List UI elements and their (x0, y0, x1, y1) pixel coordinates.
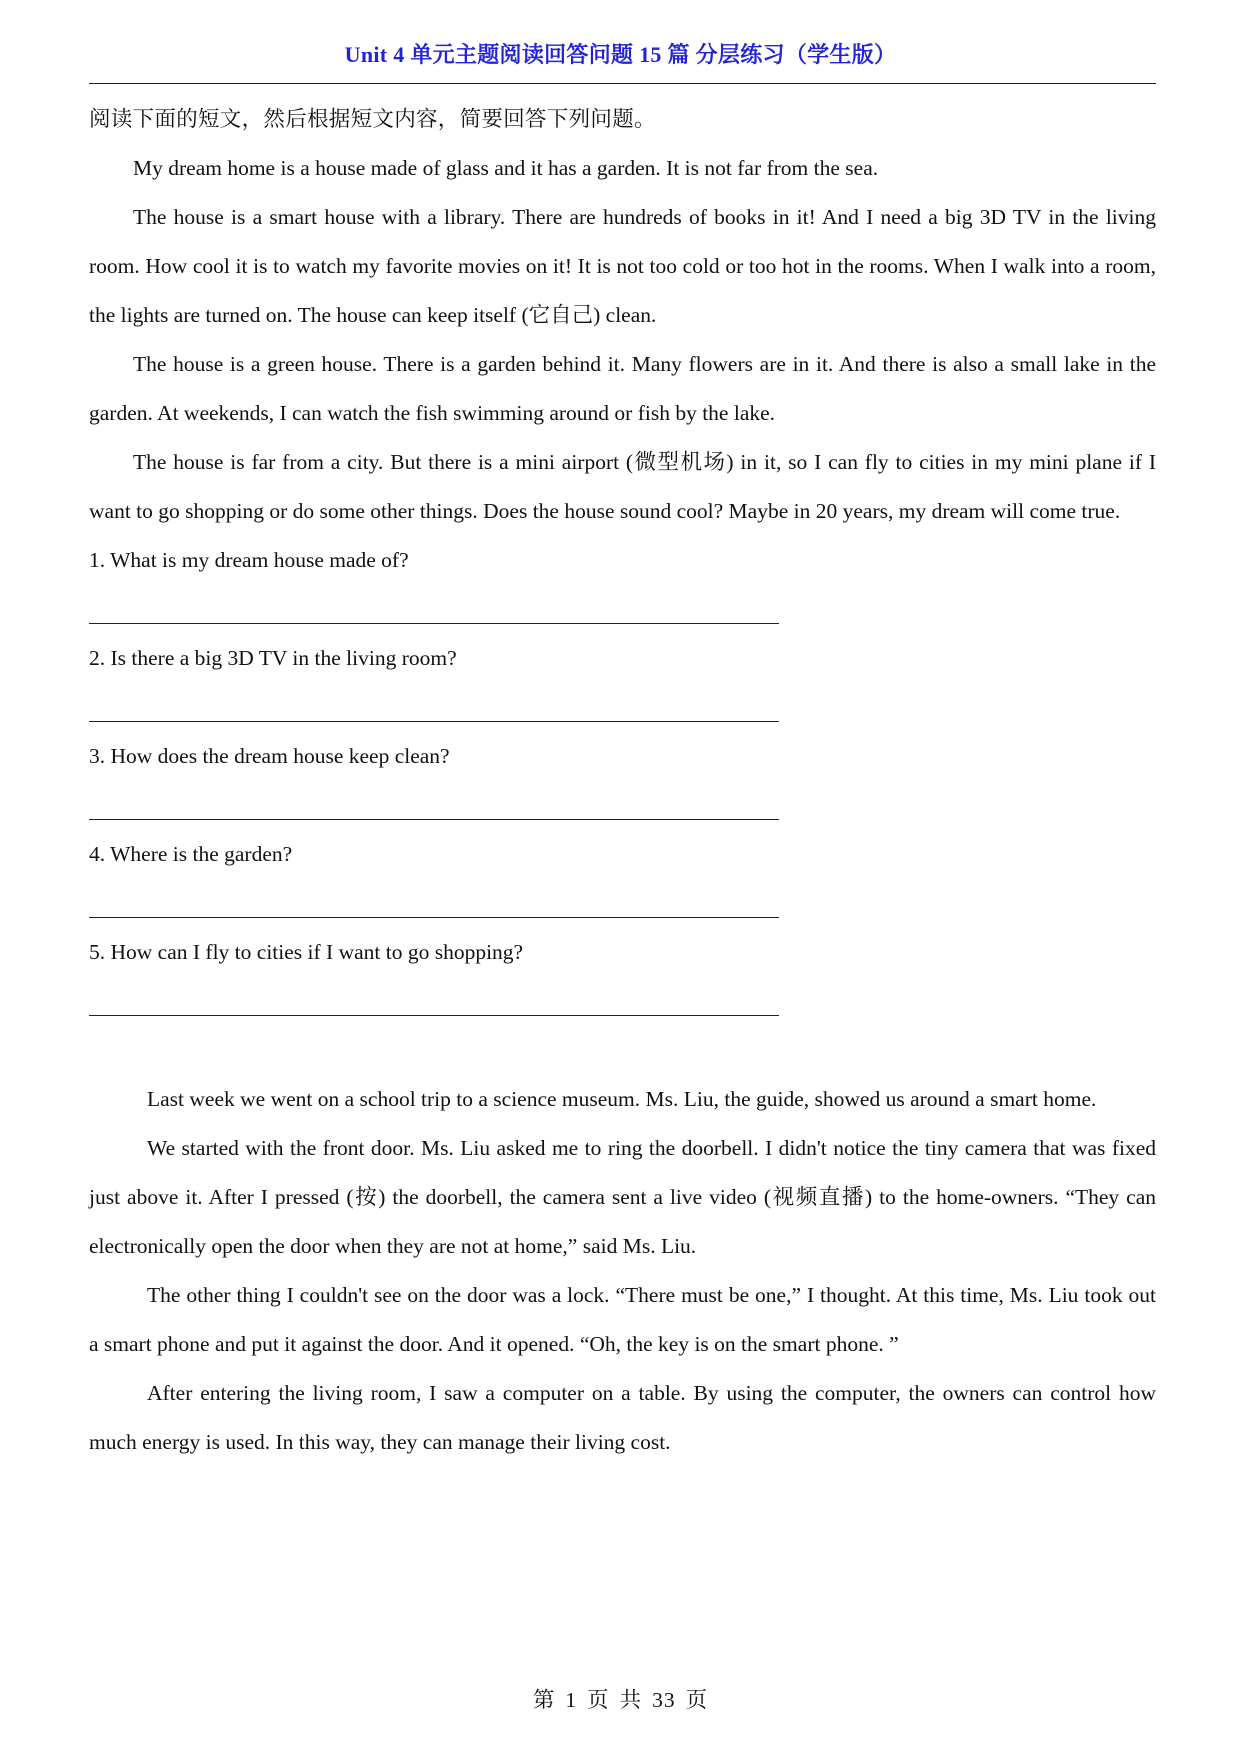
question-1: 1. What is my dream house made of? (89, 548, 409, 572)
question-3: 3. How does the dream house keep clean? (89, 744, 450, 768)
answer-line-4[interactable] (89, 879, 1156, 928)
answer-line-2[interactable] (89, 683, 1156, 732)
footer-total-prefix: 共 (619, 1688, 643, 1712)
question-2: 2. Is there a big 3D TV in the living room? (89, 646, 457, 670)
answer-line-1[interactable] (89, 585, 1156, 634)
passage2-paragraph: Last week we went on a school trip to a science museum. Ms. Liu, the guide, showed us around a smart home. (147, 1087, 1097, 1111)
question-4: 4. Where is the garden? (89, 842, 293, 866)
passage1-instruction: 阅读下面的短文，然后根据短文内容，简要回答下列问题。 (89, 107, 656, 131)
passage2-paragraph: The other thing I couldn't see on the door was a lock. “There must be one,” I thought. At this time, Ms. Liu took out a smart phone and put it against the door. And it opened. “Oh, the key is on the smart phone. ” (89, 1283, 1156, 1356)
passage2-paragraph: After entering the living room, I saw a computer on a table. By using the computer, the owners can control how much energy is used. In this way, they can manage their living cost. (89, 1381, 1156, 1454)
passage1-paragraph: The house is a green house. There is a garden behind it. Many flowers are in it. And there is also a small lake in the garden. At weekends, I can watch the fish swimming around or fish by the lake. (89, 352, 1156, 425)
footer-prefix: 第 (532, 1688, 556, 1712)
document-body (89, 95, 1156, 1467)
header-divider (89, 83, 1156, 84)
footer-total-pages: 33 (652, 1688, 676, 1712)
page-footer (0, 1683, 1241, 1714)
answer-line-3[interactable] (89, 781, 1156, 830)
passage2-paragraph: We started with the front door. Ms. Liu asked me to ring the doorbell. I didn't notice the tiny camera that was fixed just above it. After I pressed (按) the doorbell, the camera sent a live video (视频直播) to the home-owners. “They can electronically open the door when they are not at home,” said Ms. Liu. (89, 1136, 1156, 1258)
footer-suffix: 页 (685, 1688, 709, 1712)
answer-line-5[interactable] (89, 977, 1156, 1026)
page-header-title: Unit 4 单元主题阅读回答问题 15 篇 分层练习（学生版） (344, 42, 897, 67)
passage1-paragraph: My dream home is a house made of glass and it has a garden. It is not far from the sea. (133, 156, 879, 180)
passage1-paragraph: The house is a smart house with a library. There are hundreds of books in it! And I need a big 3D TV in the living room. How cool it is to watch my favorite movies on it! It is not too cold or too hot in the rooms. When I walk into a room, the lights are turned on. The house can keep itself (它自己) clean. (89, 205, 1156, 327)
section-spacer (89, 1026, 1156, 1075)
footer-page-number: 1 (565, 1688, 578, 1712)
question-5: 5. How can I fly to cities if I want to go shopping? (89, 940, 524, 964)
passage1-paragraph: The house is far from a city. But there is a mini airport (微型机场) in it, so I can fly to cities in my mini plane if I want to go shopping or do some other things. Does the house sound cool? Maybe in 20 years, my dream will come true. (89, 450, 1156, 523)
footer-page-word: 页 (587, 1688, 610, 1712)
